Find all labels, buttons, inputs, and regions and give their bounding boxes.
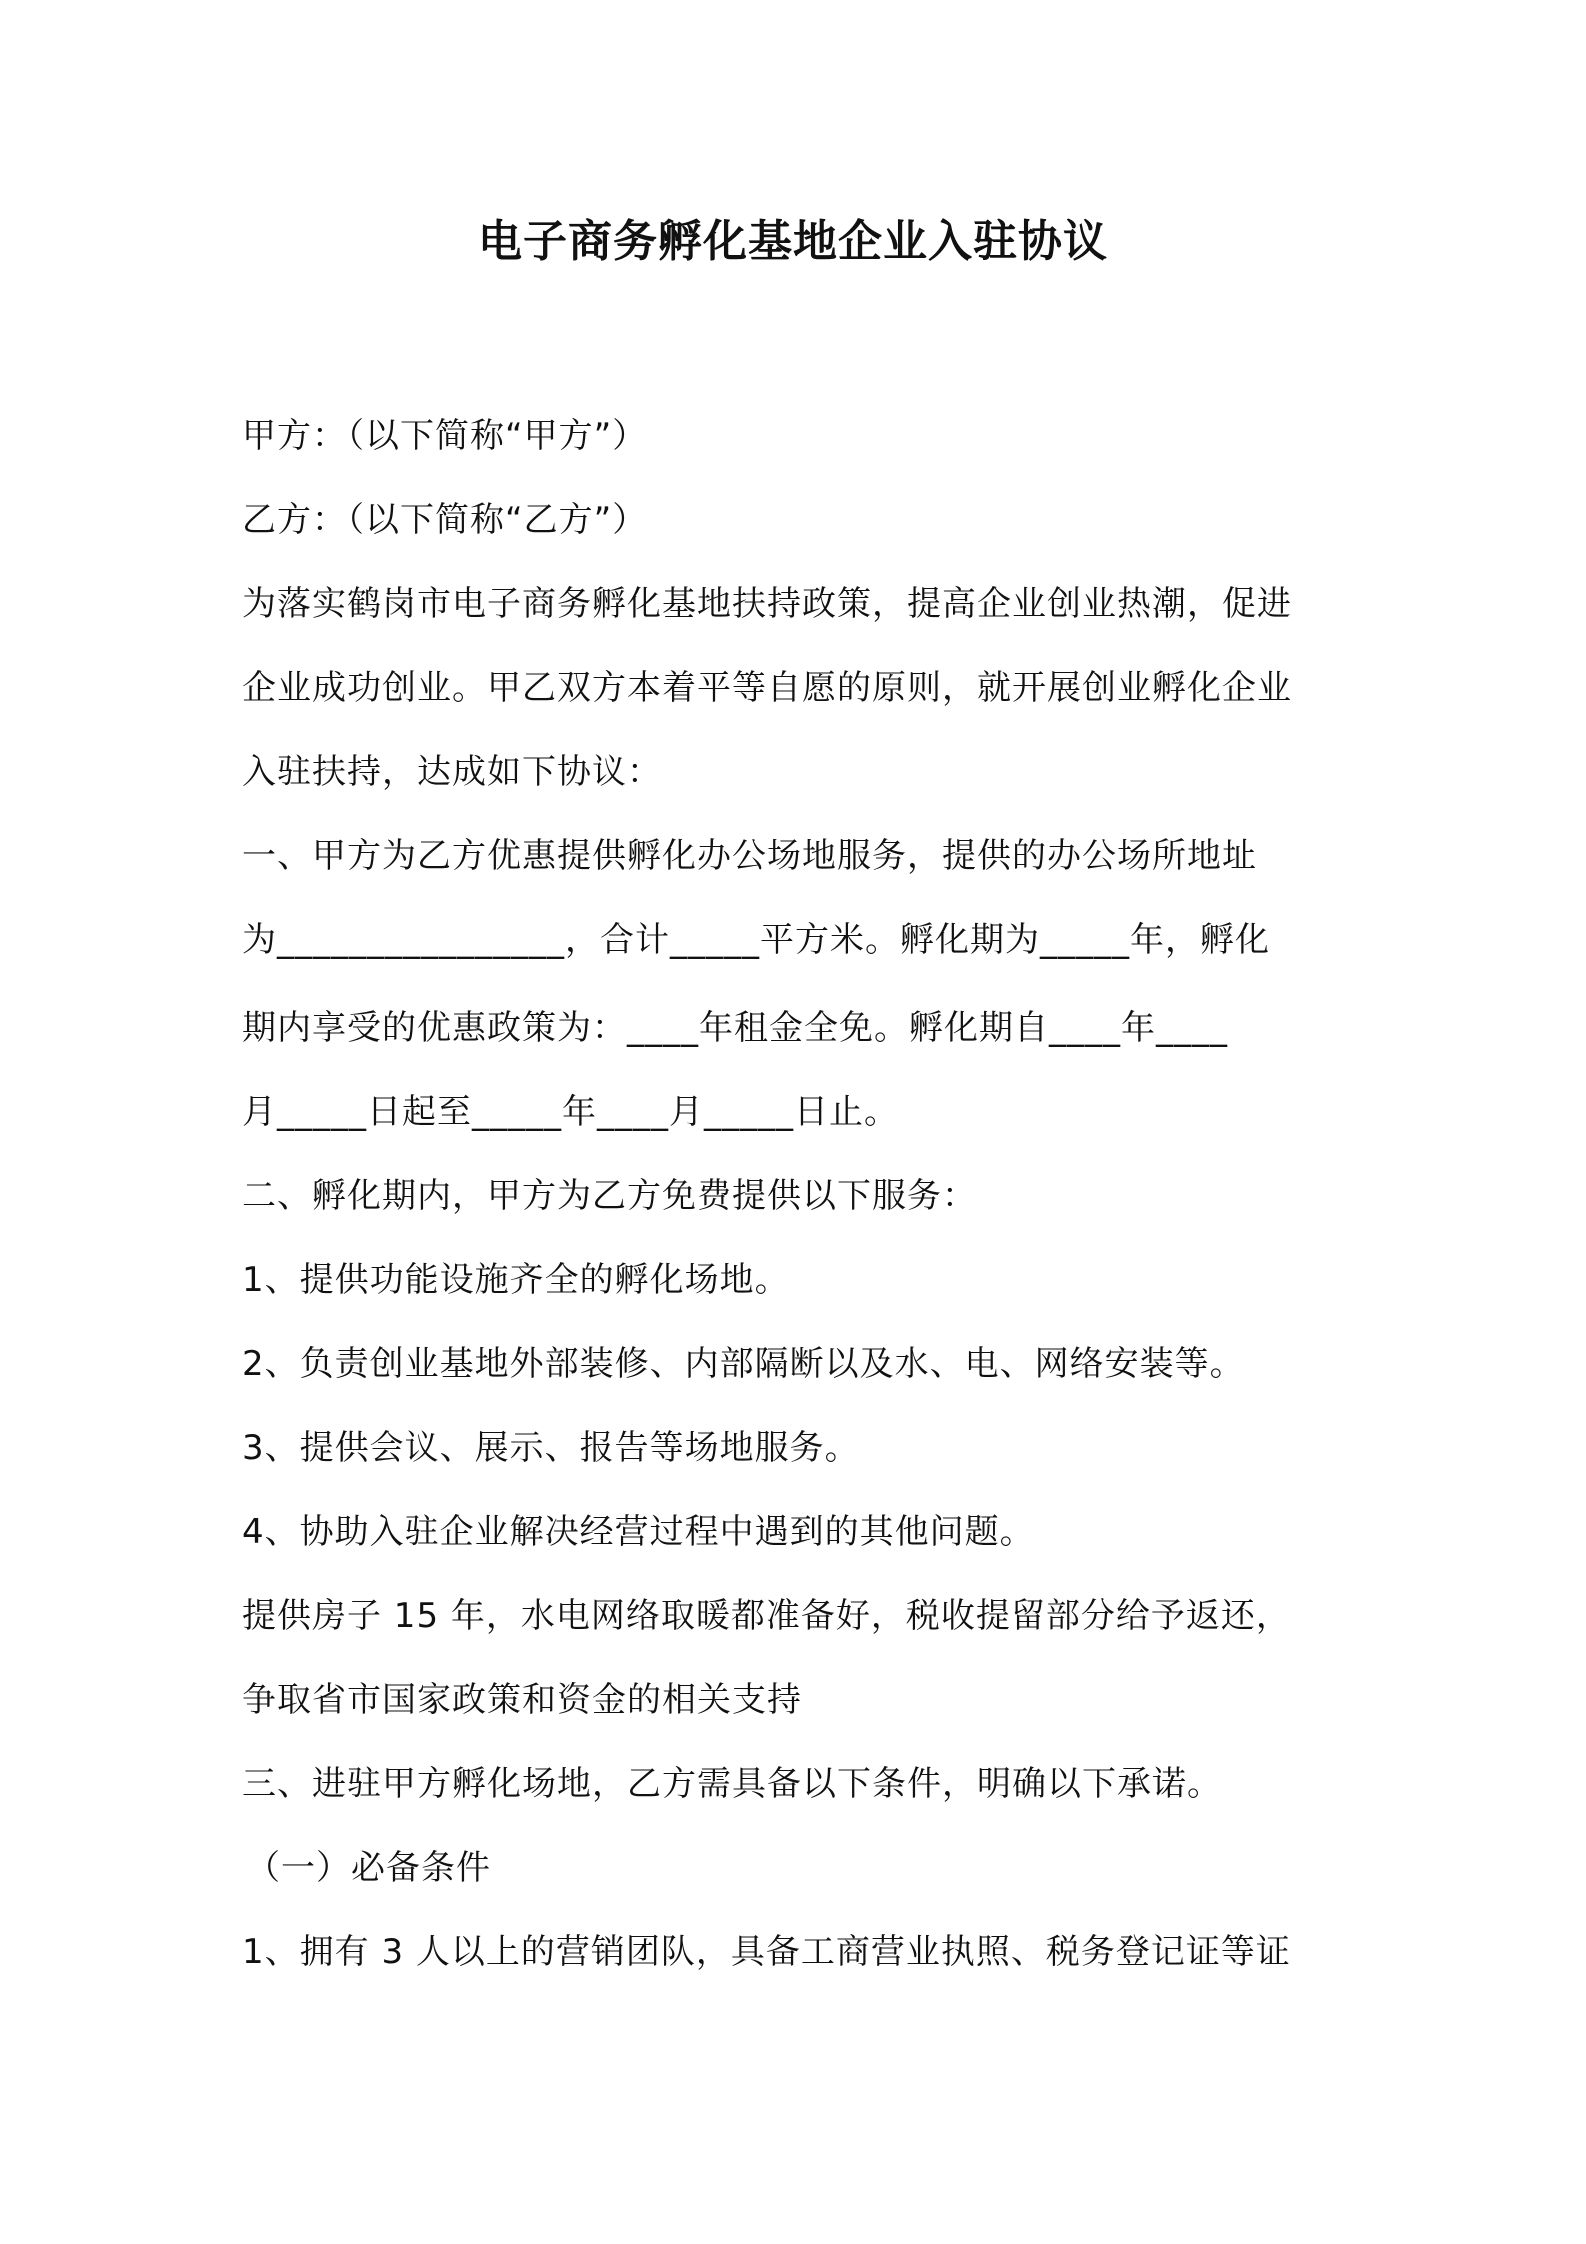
party-b-line: 乙方：（以下简称“乙方”） (242, 500, 648, 540)
service-item-3: 3、提供会议、展示、报告等场地服务。 (242, 1428, 860, 1468)
preamble-line-3: 入驻扶持，达成如下协议： (242, 752, 662, 792)
clause-1-line-2: 为________________，合计_____平方米。孵化期为_____年，孵化 (242, 920, 1270, 960)
service-item-1: 1、提供功能设施齐全的孵化场地。 (242, 1260, 790, 1300)
document-title: 电子商务孵化基地企业入驻协议 (478, 216, 1108, 267)
clause-1-line-1: 一、甲方为乙方优惠提供孵化办公场地服务，提供的办公场所地址 (242, 836, 1257, 876)
clause-2-heading: 二、孵化期内，甲方为乙方免费提供以下服务： (242, 1176, 977, 1216)
extra-note-line-1: 提供房子 15 年，水电网络取暖都准备好，税收提留部分给予返还， (242, 1596, 1291, 1636)
service-item-4: 4、协助入驻企业解决经营过程中遇到的其他问题。 (242, 1512, 1035, 1552)
subsection-required-conditions: （一）必备条件 (246, 1848, 491, 1888)
clause-1-line-3: 期内享受的优惠政策为：____年租金全免。孵化期自____年____ (242, 1008, 1228, 1048)
condition-item-1: 1、拥有 3 人以上的营销团队，具备工商营业执照、税务登记证等证 (242, 1932, 1291, 1972)
preamble-line-2: 企业成功创业。甲乙双方本着平等自愿的原则，就开展创业孵化企业 (242, 668, 1292, 708)
preamble-line-1: 为落实鹤岗市电子商务孵化基地扶持政策，提高企业创业热潮，促进 (242, 584, 1292, 624)
service-item-2: 2、负责创业基地外部装修、内部隔断以及水、电、网络安装等。 (242, 1344, 1245, 1384)
clause-1-line-4: 月_____日起至_____年____月_____日止。 (242, 1092, 899, 1132)
party-a-line: 甲方：（以下简称“甲方”） (242, 416, 648, 456)
clause-3-heading: 三、进驻甲方孵化场地，乙方需具备以下条件，明确以下承诺。 (242, 1764, 1222, 1804)
extra-note-line-2: 争取省市国家政策和资金的相关支持 (242, 1680, 802, 1720)
